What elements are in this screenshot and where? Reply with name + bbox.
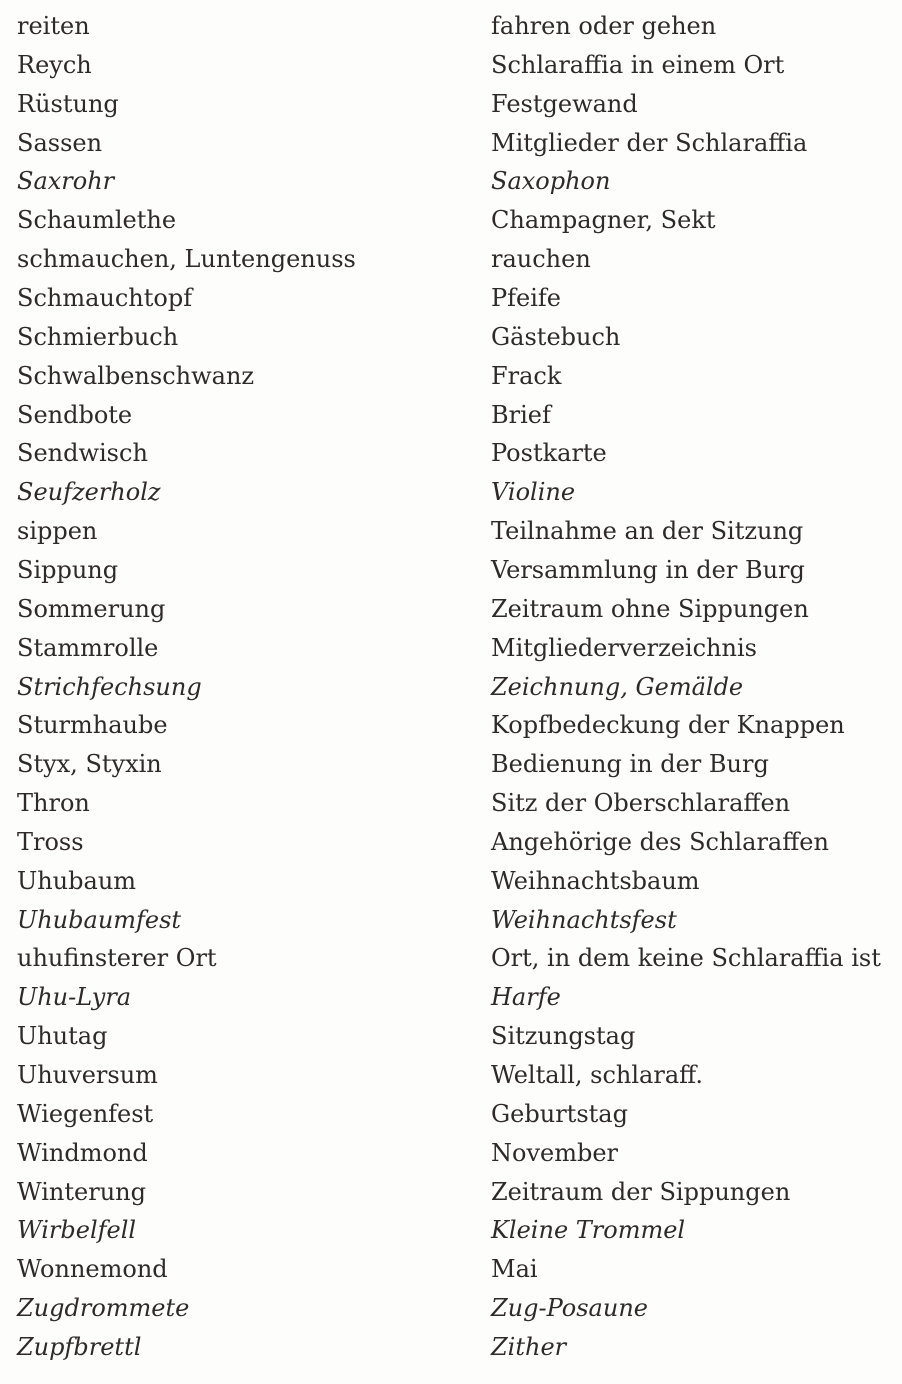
glossary-row bbox=[0, 1095, 902, 1133]
glossary-row bbox=[0, 1134, 902, 1172]
glossary-term: schmauchen, Luntengenuss bbox=[17, 245, 356, 274]
glossary-meaning: Postkarte bbox=[491, 439, 607, 468]
glossary-row bbox=[0, 706, 902, 744]
glossary-row bbox=[0, 978, 902, 1016]
glossary-meaning: fahren oder gehen bbox=[491, 12, 717, 40]
glossary-meaning: Mitgliederverzeichnis bbox=[491, 633, 757, 662]
glossary-meaning: Pfeife bbox=[491, 283, 561, 312]
glossary-meaning: Festgewand bbox=[491, 89, 638, 118]
glossary-row bbox=[0, 240, 902, 278]
glossary-meaning: Mai bbox=[491, 1255, 538, 1284]
glossary-term: Schmierbuch bbox=[17, 322, 179, 351]
glossary-row bbox=[0, 939, 902, 977]
glossary-meaning: Sitzungstag bbox=[491, 1022, 636, 1051]
glossary-term: Sippung bbox=[17, 555, 119, 584]
glossary-row bbox=[0, 668, 902, 706]
glossary-term: Strichfechsung bbox=[17, 672, 202, 701]
glossary-row bbox=[0, 434, 902, 472]
glossary-term: Wonnemond bbox=[17, 1255, 168, 1284]
glossary-term: Winterung bbox=[17, 1177, 146, 1206]
glossary-row bbox=[0, 901, 902, 939]
glossary-row bbox=[0, 357, 902, 395]
glossary-meaning: Bedienung in der Burg bbox=[491, 750, 769, 779]
glossary-term: Sturmhaube bbox=[17, 711, 168, 740]
glossary-term: Wirbelfell bbox=[17, 1216, 137, 1245]
glossary-term: Reych bbox=[17, 50, 92, 79]
glossary-meaning: Versammlung in der Burg bbox=[491, 555, 805, 584]
glossary-meaning: Sitz der Oberschlaraffen bbox=[491, 789, 791, 817]
glossary-meaning: Kleine Trommel bbox=[491, 1216, 686, 1245]
glossary-meaning: Weihnachtsfest bbox=[491, 905, 677, 934]
glossary-term: Windmond bbox=[17, 1138, 148, 1167]
glossary-row bbox=[0, 473, 902, 511]
glossary-row bbox=[0, 318, 902, 356]
glossary-term: Uhuversum bbox=[17, 1061, 158, 1089]
glossary-row bbox=[0, 784, 902, 822]
glossary-row bbox=[0, 1056, 902, 1094]
glossary-row bbox=[0, 551, 902, 589]
glossary-term: Stammrolle bbox=[17, 633, 159, 662]
glossary-meaning: Mitglieder der Schlaraffia bbox=[491, 128, 808, 157]
glossary-meaning: Zeichnung, Gemälde bbox=[491, 672, 744, 701]
glossary-term: Rüstung bbox=[17, 89, 119, 118]
glossary-term: Sassen bbox=[17, 128, 103, 157]
glossary-term: Sommerung bbox=[17, 594, 166, 623]
glossary-meaning: Zug-Posaune bbox=[491, 1294, 648, 1322]
glossary-meaning: Kopfbedeckung der Knappen bbox=[491, 711, 845, 740]
glossary-term: sippen bbox=[17, 517, 98, 545]
glossary-row bbox=[0, 1250, 902, 1288]
glossary-meaning: Zeitraum der Sippungen bbox=[491, 1177, 791, 1206]
glossary-term: Thron bbox=[17, 789, 90, 817]
glossary-meaning: Zeitraum ohne Sippungen bbox=[491, 594, 809, 623]
glossary-row bbox=[0, 1017, 902, 1055]
glossary-meaning: Angehörige des Schlaraffen bbox=[491, 827, 829, 856]
glossary-term: Sendbote bbox=[17, 400, 133, 429]
glossary-row bbox=[0, 823, 902, 861]
glossary-term: Wiegenfest bbox=[17, 1099, 154, 1128]
glossary-row bbox=[0, 201, 902, 239]
glossary-row bbox=[0, 629, 902, 667]
glossary-term: reiten bbox=[17, 12, 90, 40]
glossary-meaning: Frack bbox=[491, 361, 562, 390]
glossary-term: Zugdrommete bbox=[17, 1294, 190, 1322]
glossary-meaning: Zither bbox=[491, 1332, 567, 1361]
glossary-term: Uhubaumfest bbox=[17, 905, 182, 934]
glossary-row bbox=[0, 512, 902, 550]
glossary-row bbox=[0, 1211, 902, 1249]
glossary-term: Seufzerholz bbox=[17, 478, 161, 507]
glossary-row bbox=[0, 1173, 902, 1211]
glossary-term: Schaumlethe bbox=[17, 206, 177, 235]
glossary-row bbox=[0, 279, 902, 317]
glossary-meaning: Weltall, schlaraff. bbox=[491, 1061, 703, 1089]
glossary-term: Schwalbenschwanz bbox=[17, 361, 255, 390]
glossary-row bbox=[0, 590, 902, 628]
glossary-term: Zupfbrettl bbox=[17, 1332, 142, 1361]
glossary-term: Uhubaum bbox=[17, 866, 137, 895]
glossary-meaning: Gästebuch bbox=[491, 322, 621, 351]
glossary-meaning: Weihnachtsbaum bbox=[491, 866, 700, 895]
glossary-term: Uhu-Lyra bbox=[17, 983, 132, 1012]
glossary-row bbox=[0, 46, 902, 84]
glossary-meaning: November bbox=[491, 1138, 619, 1167]
glossary-term: Schmauchtopf bbox=[17, 283, 193, 312]
glossary-row bbox=[0, 7, 902, 45]
glossary-row bbox=[0, 396, 902, 434]
glossary-meaning: Schlaraffia in einem Ort bbox=[491, 50, 785, 79]
glossary-row bbox=[0, 162, 902, 200]
glossary-term: Sendwisch bbox=[17, 439, 148, 468]
glossary-meaning: Geburtstag bbox=[491, 1099, 628, 1128]
glossary-meaning: Champagner, Sekt bbox=[491, 206, 716, 235]
glossary-term: uhufinsterer Ort bbox=[17, 944, 217, 973]
glossary-meaning: Brief bbox=[491, 400, 551, 429]
glossary-row bbox=[0, 862, 902, 900]
glossary-meaning: Violine bbox=[491, 478, 576, 507]
glossary-meaning: Harfe bbox=[491, 983, 561, 1012]
glossary-term: Saxrohr bbox=[17, 167, 115, 196]
glossary-row bbox=[0, 745, 902, 783]
glossary-row bbox=[0, 1328, 902, 1366]
glossary-row bbox=[0, 124, 902, 162]
glossary-term: Tross bbox=[17, 827, 84, 856]
glossary-meaning: Teilnahme an der Sitzung bbox=[491, 517, 804, 545]
glossary-meaning: rauchen bbox=[491, 245, 591, 274]
glossary-term: Styx, Styxin bbox=[17, 750, 162, 779]
glossary-term: Uhutag bbox=[17, 1022, 108, 1051]
glossary-meaning: Ort, in dem keine Schlaraffia ist bbox=[491, 944, 881, 973]
glossary-row bbox=[0, 1289, 902, 1327]
glossary-row bbox=[0, 85, 902, 123]
glossary-meaning: Saxophon bbox=[491, 167, 611, 196]
